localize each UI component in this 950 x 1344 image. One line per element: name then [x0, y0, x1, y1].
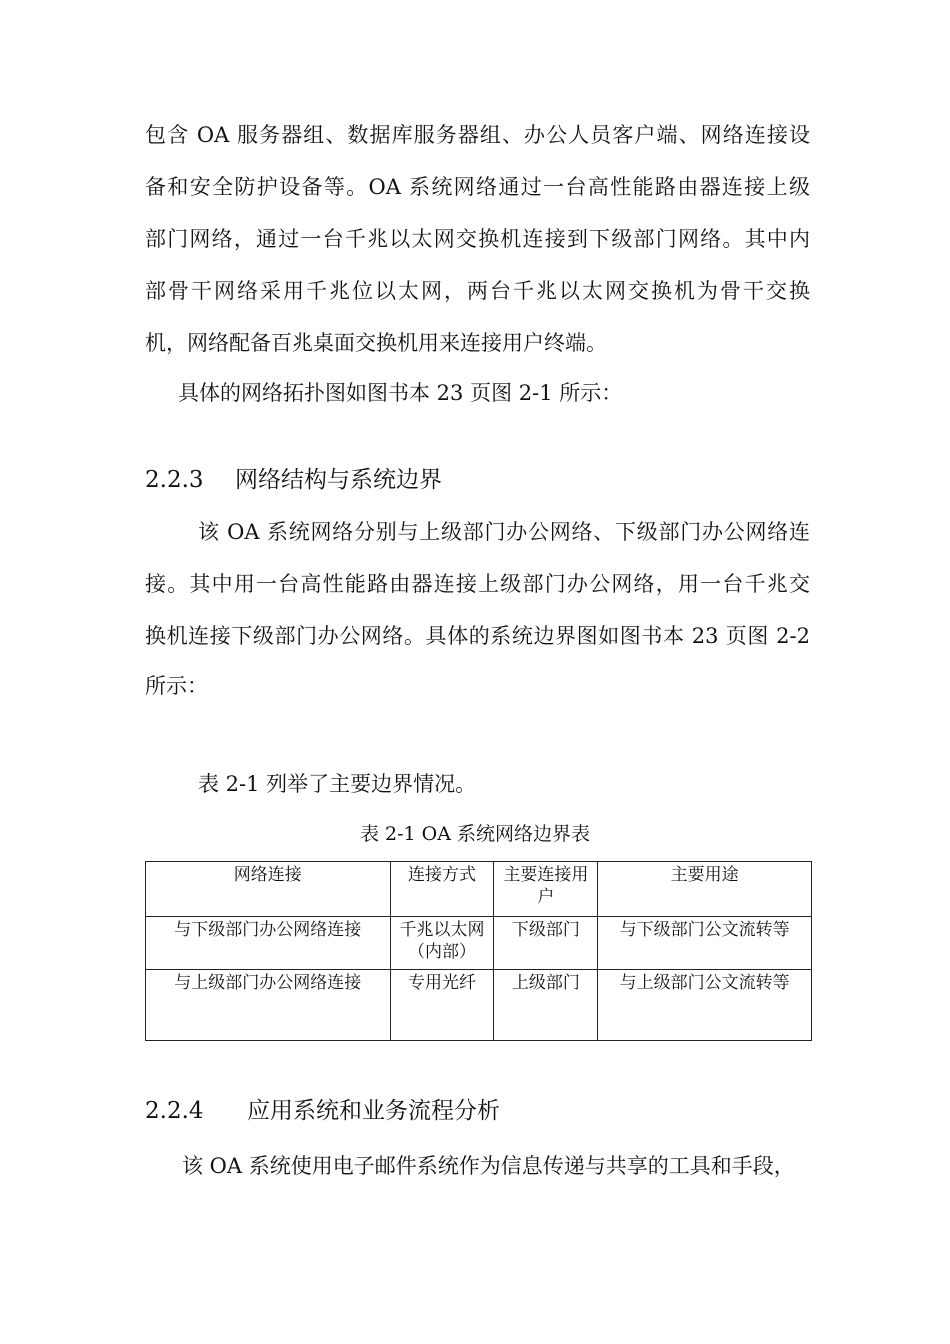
table-cell: 专用光纤	[390, 970, 494, 1041]
paragraph-line: 具体的网络拓扑图如图书本 23 页图 2-1 所示：	[178, 381, 623, 405]
section-title: 网络结构与系统边界	[235, 467, 442, 493]
paragraph-line: 包含 OA 服务器组、数据库服务器组、办公人员客户端、网络连接设	[145, 123, 810, 147]
table-caption: 表 2-1 OA 系统网络边界表	[359, 823, 590, 845]
section-title: 应用系统和业务流程分析	[247, 1098, 500, 1124]
table-header-row	[146, 862, 812, 917]
paragraph-line: 表 2-1 列举了主要边界情况。	[198, 772, 477, 796]
paragraph-line: 换机连接下级部门办公网络。具体的系统边界图如图书本 23 页图 2-2	[145, 624, 810, 648]
table-cell: 下级部门	[494, 917, 598, 970]
table-header-cell: 主要用途	[598, 862, 812, 917]
table-cell: 与上级部门公文流转等	[598, 970, 812, 1041]
table-cell: 上级部门	[494, 970, 598, 1041]
boundary-table	[145, 861, 812, 1041]
section-number: 2.2.3	[145, 467, 204, 493]
paragraph-line: 该 OA 系统使用电子邮件系统作为信息传递与共享的工具和手段，	[182, 1154, 795, 1178]
paragraph-line: 机，网络配备百兆桌面交换机用来连接用户终端。	[145, 331, 607, 355]
section-heading	[145, 1097, 500, 1125]
paragraph-line: 部门网络，通过一台千兆以太网交换机连接到下级部门网络。其中内	[145, 227, 810, 251]
table-cell: 与上级部门办公网络连接	[146, 970, 391, 1041]
paragraph-line: 该 OA 系统网络分别与上级部门办公网络、下级部门办公网络连	[198, 520, 810, 544]
table-cell: 与下级部门办公网络连接	[146, 917, 391, 970]
paragraph-line: 部骨干网络采用千兆位以太网，两台千兆以太网交换机为骨干交换	[145, 279, 810, 303]
table-header-cell: 主要连接用户	[494, 862, 598, 917]
table-row	[146, 917, 812, 970]
table-cell: 与下级部门公文流转等	[598, 917, 812, 970]
paragraph-line: 接。其中用一台高性能路由器连接上级部门办公网络，用一台千兆交	[145, 572, 810, 596]
section-number: 2.2.4	[145, 1098, 204, 1124]
table-cell: 千兆以太网（内部）	[390, 917, 494, 970]
table-row	[146, 970, 812, 1041]
table-header-cell: 连接方式	[390, 862, 494, 917]
paragraph-line: 备和安全防护设备等。OA 系统网络通过一台高性能路由器连接上级	[145, 175, 810, 199]
section-heading	[145, 466, 442, 494]
paragraph-line: 所示：	[145, 674, 208, 698]
table-header-cell: 网络连接	[146, 862, 391, 917]
